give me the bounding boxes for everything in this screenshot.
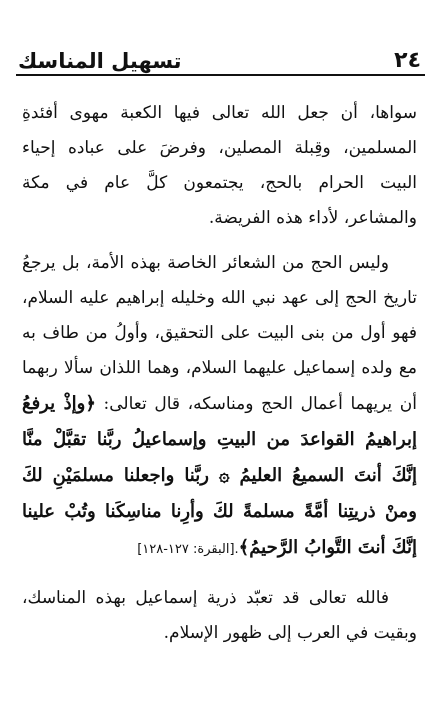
page-header (16, 40, 425, 76)
page-body (22, 96, 417, 651)
quran-reference: .[البقرة: ١٢٧-١٢٨] (137, 542, 239, 557)
running-title: تسهيل المناسك (18, 49, 182, 73)
paragraph-2-intro: وليس الحج من الشعائر الخاصة بهذه الأمة، بل يرجعُ تاريخ الحج إلى عهد نبي الله وخليله إبراهيم عليه السلام، فهو أول من بنى البيت على التحقيق، وأولُ من طاف به مع ولده إسماعيل عليهما السلام، وهما اللذان سألا ربهما أن يريهما أعمال الحج ومناسكه، قال تعالى: (22, 253, 418, 414)
quran-verse: ﴿وإذْ يرفعُ إبراهيمُ القواعدَ من البيتِ وإسماعيلُ ربَّنا تقبَّلْ منَّا إنَّكَ أنتَ السميعُ العليمُ ۞ ربَّنا واجعلنا مسلمَيْنِ لكَ ومنْ ذريتِنا أمَّةً مسلمةً لكَ وأرِنا مناسِكَنا وتُبْ علينا إنَّكَ أنتَ التَّوابُ الرَّحيمُ﴾ (22, 393, 417, 558)
paragraph-3: فالله تعالى قد تعبّد ذرية إسماعيل بهذه المناسك، وبقيت في العرب إلى ظهور الإسلام. (22, 588, 417, 643)
paragraph-1: سواها، أن جعل الله تعالى فيها الكعبة مهوى أفئدةِ المسلمين، وقِبلة المصلين، وفرضَ على عباده إحياء البيت الحرام بالحج، يجتمعون كلَّ عام في مكة والمشاعر، لأداء هذه الفريضة. (22, 103, 417, 228)
paragraph-2 (22, 246, 417, 567)
page-number: ٢٤ (394, 48, 421, 73)
